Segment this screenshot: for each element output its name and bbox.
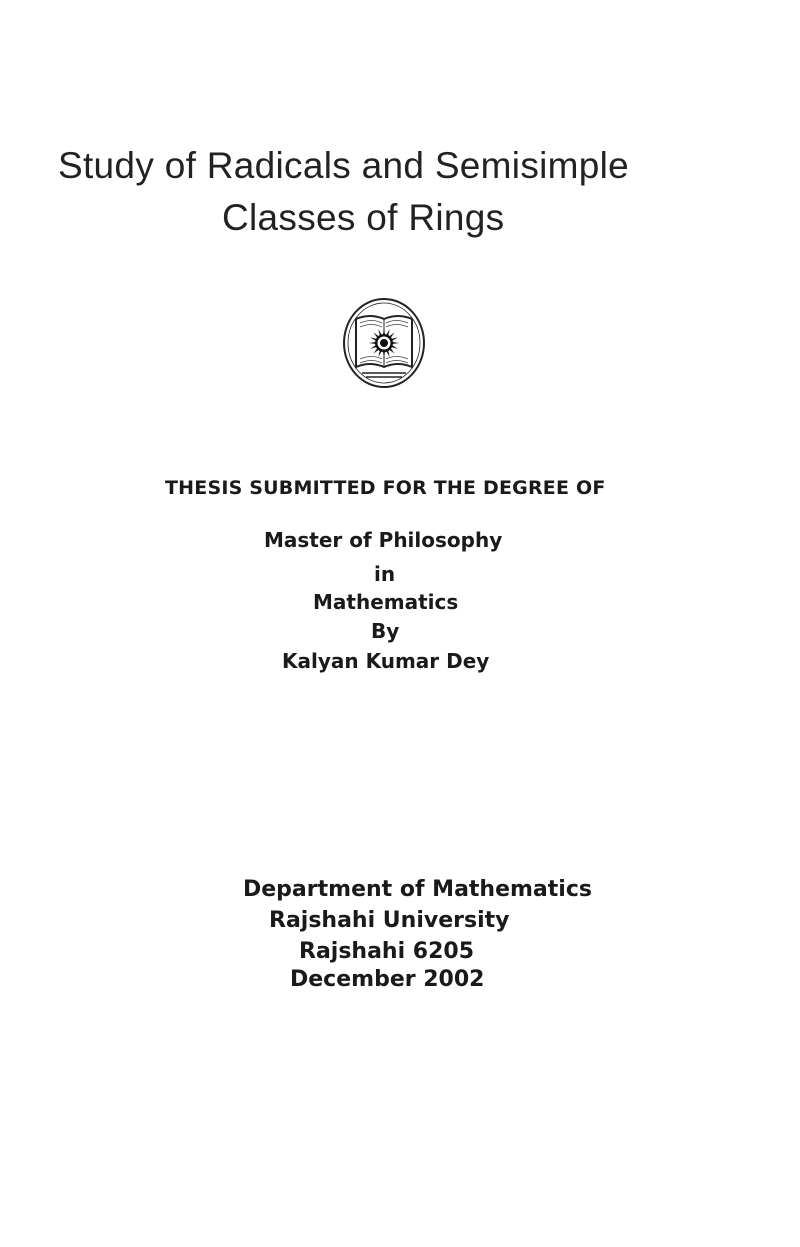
- seal-sun-ray: [383, 328, 385, 335]
- department-name: Department of Mathematics: [243, 877, 592, 902]
- seal-sun-ray: [369, 342, 376, 344]
- university-seal-icon: [342, 297, 426, 389]
- submission-date: December 2002: [290, 967, 485, 992]
- in-connector: in: [374, 562, 396, 586]
- thesis-title-line-2: Classes of Rings: [222, 197, 505, 238]
- university-name: Rajshahi University: [269, 908, 510, 933]
- by-connector: By: [371, 619, 400, 643]
- seal-sun-ray: [383, 351, 385, 358]
- author-name: Kalyan Kumar Dey: [282, 649, 490, 673]
- subject-name: Mathematics: [313, 590, 459, 614]
- city-postcode: Rajshahi 6205: [299, 939, 475, 964]
- seal-sun-ray: [392, 342, 399, 344]
- degree-name: Master of Philosophy: [264, 528, 503, 552]
- submission-statement: THESIS SUBMITTED FOR THE DEGREE OF: [165, 477, 606, 499]
- thesis-title-line-1: Study of Radicals and Semisimple: [58, 145, 630, 186]
